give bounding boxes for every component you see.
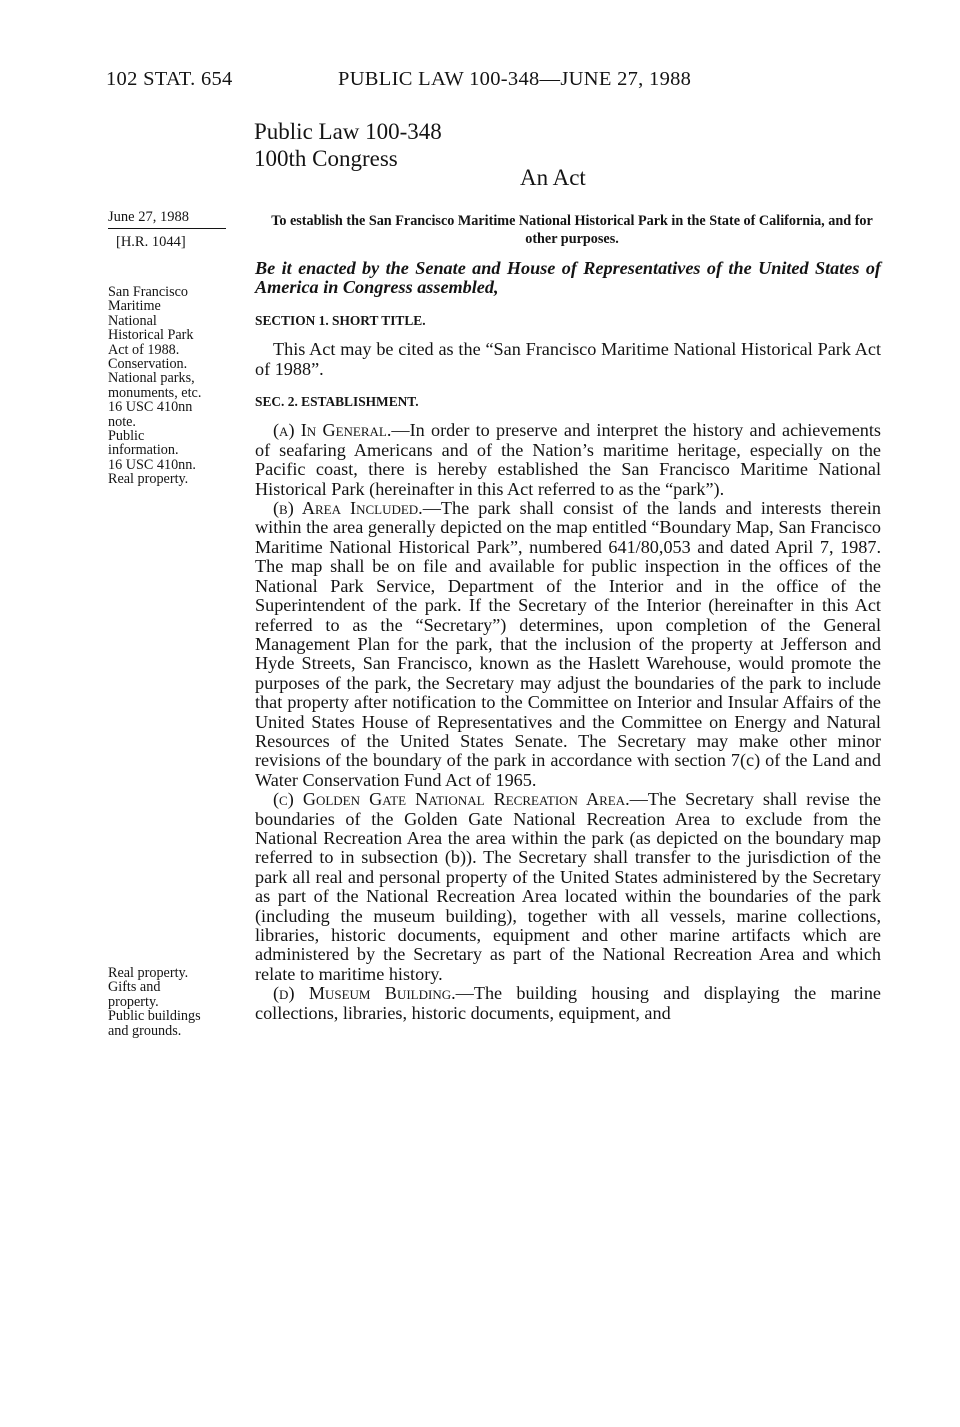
margin-notes-top <box>108 285 240 487</box>
margin-note: National parks, <box>108 370 195 387</box>
margin-note: Real property. <box>108 471 189 488</box>
margin-note: Real property. <box>108 965 189 981</box>
subsection-b <box>255 499 881 790</box>
section-1-heading: SECTION 1. SHORT TITLE. <box>255 312 426 328</box>
running-head-law-date: PUBLIC LAW 100-348—JUNE 27, 1988 <box>338 68 692 90</box>
margin-notes-bottom <box>108 966 240 1038</box>
margin-note: note. <box>108 413 136 430</box>
margin-note: and grounds. <box>108 1022 182 1039</box>
margin-note: 16 USC 410nn. <box>108 456 196 473</box>
subsection-b-label: (b) Area Included. <box>273 498 423 519</box>
subsection-a-label: (a) In General. <box>273 420 392 441</box>
section-2-heading: SEC. 2. ESTABLISHMENT. <box>255 394 419 410</box>
date-divider <box>108 228 226 229</box>
margin-note: information. <box>108 442 179 459</box>
stat-page-number: 102 STAT. 654 <box>106 68 233 90</box>
subsection-d-label: (d) Museum Building. <box>273 983 456 1004</box>
congress-number: 100th Congress <box>254 146 398 171</box>
enacting-clause: Be it enacted by the Senate and House of Representatives of the United States of America in Congress assembled, <box>255 258 881 298</box>
public-law-number: Public Law 100-348 <box>254 119 442 144</box>
margin-note: Conservation. <box>108 356 188 373</box>
margin-note: Maritime <box>108 298 161 315</box>
margin-note: Act of 1988. <box>108 341 180 358</box>
law-identifier <box>254 118 442 172</box>
subsection-c-text: —The Secretary shall revise the boundaries of the Golden Gate National Recreation Area to exclude from the National Recreation Area the area within the park (as depicted on the boundary map referred to in subsection (b)). The Secretary shall transfer to the jurisdiction of the park all real and personal property of the United States administered by the Secretary as part of the National Recreation Area located within the boundaries of the park (including the museum building), together with all vessels, marine collections, libraries, historic documents, equipment and other marine artifacts which are administered by the Secretary as part of the National Recreation Area and which relate to maritime history. <box>255 789 881 984</box>
subsection-a <box>255 421 881 499</box>
act-purpose: To establish the San Francisco Maritime National Historical Park in the State of California, and for other purposes. <box>271 213 873 247</box>
subsection-b-text: —The park shall consist of the lands and interests therein within the area generally depicted on the map entitled “Boundary Map, San Francisco Maritime National Historical Park”, numbered 641/80,053 and dated April 7, 1987. The map shall be on file and available for public inspection in the offices of the National Park Service, Department of the Interior and in the office of the Superintendent of the park. If the Secretary of the Interior (hereinafter in this Act referred to as the “Secretary”) determines, upon completion of the General Management Plan for the park, that the inclusion of the property at Jefferson and Hyde Streets, San Francisco, known as the Haslett Warehouse, would promote the purposes of the park, the Secretary may adjust the boundaries of the park to include that property after notification to the Committee on Interior and Insular Affairs of the United States House of Representatives and the Committee on Energy and Natural Resources of the United States Senate. The Secretary may make other minor revisions of the boundary of the park in accordance with section 7(c) of the Land and Water Conservation Fund Act of 1965. <box>255 498 881 790</box>
act-title: An Act <box>520 165 586 190</box>
margin-note: Historical Park <box>108 327 194 344</box>
margin-note: 16 USC 410nn <box>108 399 193 416</box>
bill-number: [H.R. 1044] <box>116 234 186 250</box>
act-body <box>255 259 881 1023</box>
margin-note: San Francisco <box>108 284 188 300</box>
section-1-text: This Act may be cited as the “San Francisco Maritime National Historical Park Act of 1988”. <box>255 339 881 379</box>
subsection-d-text: —The building housing and displaying the marine collections, libraries, historic documents, equipment, and <box>255 983 881 1023</box>
subsection-c <box>255 790 881 984</box>
margin-note: property. <box>108 993 159 1010</box>
subsection-c-label: (c) Golden Gate National Recreation Area. <box>273 789 630 810</box>
margin-note: Gifts and <box>108 979 161 996</box>
enactment-date: June 27, 1988 <box>108 209 189 225</box>
subsection-a-text: —In order to preserve and interpret the history and achievements of seafaring Americans and of the Nation’s maritime heritage, especially on the Pacific coast, there is hereby established the San Francisco Maritime National Historical Park (hereinafter in this Act referred to as the “park”). <box>255 420 881 499</box>
subsection-d <box>255 984 881 1023</box>
margin-note: National <box>108 312 157 329</box>
margin-note: Public <box>108 428 145 445</box>
margin-date-block <box>108 207 232 252</box>
margin-note: monuments, etc. <box>108 384 202 401</box>
margin-note: Public buildings <box>108 1008 201 1025</box>
